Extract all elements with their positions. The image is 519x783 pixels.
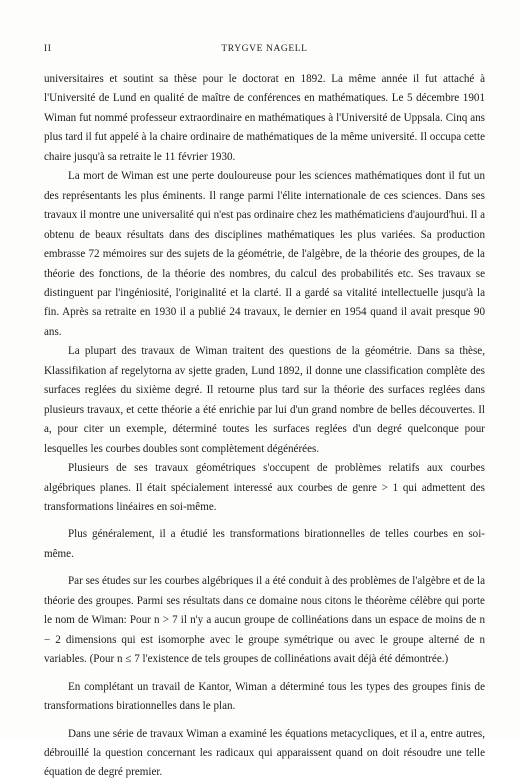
paragraph-3: La plupart des travaux de Wiman traitent des questions de la géométrie. Dans sa thèse, Klassifikation af regelytorna av sjette graden, Lund 1892, il donne une classification complète des surfaces reglées du sixième degré. Il retourne plus tard sur la théorie des surfaces reglées dans plusieurs travaux, et cette théorie a été enrichie par lui d'un grand nombre de belles découvertes. Il a, pour citer un exemple, déterminé toutes les surfaces reglées d'un degré quelconque pour lesquelles les courbes doubles sont complètement dégénérées. xyxy=(44,345,485,455)
running-head xyxy=(44,44,485,58)
paragraph-2: La mort de Wiman est une perte douloureuse pour les sciences mathématiques dont il fut un des représentants les plus éminents. Il range parmi l'élite internationale de ces sciences. Dans ses travaux il montre une universalité qui n'est pas ordinaire chez les mathématiciens d'aujourd'hui. Il a obtenu de beaux résultats dans des disciplines mathématiques les plus variées. Sa production embrasse 72 mémoires sur des sujets de la géométrie, de l'algèbre, de la théorie des groupes, de la théorie des fonctions, de la théorie des nombres, du calcul des probabilités etc. Ses travaux se distinguent par l'ingéniosité, l'originalité et la clarté. Il a gardé sa vitalité intellectuelle jusqu'à la fin. Après sa retraite en 1930 il a publié 24 travaux, le dernier en 1954 quand il avait presque 90 ans. xyxy=(44,170,485,338)
paragraph-5: Plus généralement, il a étudié les transformations birationnelles de telles courbes en soi-même. xyxy=(44,528,485,560)
running-title: TRYGVE NAGELL xyxy=(221,44,308,54)
paragraph-8: Dans une série de travaux Wiman a examiné les équations metacycliques, et il a, entre autres, débrouillé la question concernant les radicaux qui apparaissent quand on doit résoudre une telle équation de degré premier. xyxy=(44,727,485,779)
paragraph-1: universitaires et soutint sa thèse pour le doctorat en 1892. La même année il fut attaché à l'Université de Lund en qualité de maître de conférences en mathématiques. Le 5 décembre 1901 Wiman fut nommé professeur extraordinaire en mathématiques à l'Université de Uppsala. Cinq ans plus tard il fut appelé à la chaire ordinaire de mathématiques de la même université. Il occupa cette chaire jusqu'à sa retraite le 11 février 1930. xyxy=(44,73,485,163)
page-number: II xyxy=(44,44,52,54)
paragraph-4: Plusieurs de ses travaux géométriques s'occupent de problèmes relatifs aux courbes algébriques planes. Il était spécialement interessé aux courbes de genre > 1 qui admettent des transformations linéaires en soi-même. xyxy=(44,462,485,513)
body-text xyxy=(44,70,485,783)
paragraph-6: Par ses études sur les courbes algébriques il a été conduit à des problèmes de l'algèbre et de la théorie des groupes. Parmi ses résultats dans ce domaine nous citons le théorème célèbre qui porte le nom de Wiman: Pour n > 7 il n'y a aucun groupe de collinéations dans un espace de moins de n − 2 dimensions qui est isomorphe avec le groupe symétrique ou avec le groupe alterné de n variables. (Pour n ≤ 7 l'existence de tels groupes de collinéations avait déjà été démontrée.) xyxy=(44,575,485,666)
paragraph-7: En complétant un travail de Kantor, Wiman a déterminé tous les types des groupes finis de transformations birationnelles dans le plan. xyxy=(44,680,485,713)
